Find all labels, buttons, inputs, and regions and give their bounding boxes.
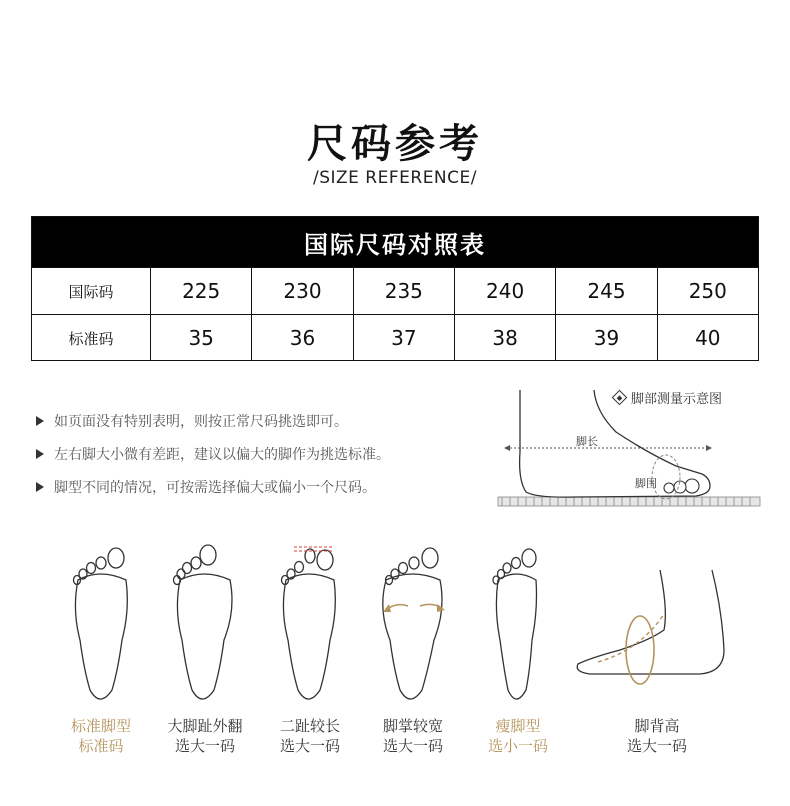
diagram-title-text: 脚部测量示意图 bbox=[631, 392, 723, 407]
table-cell: 230 bbox=[251, 268, 352, 314]
table-cell: 35 bbox=[150, 315, 251, 361]
triangle-bullet-icon bbox=[36, 482, 44, 492]
standard-foot-icon bbox=[74, 548, 128, 699]
size-table-title: 国际尺码对照表 bbox=[32, 217, 758, 267]
page-title: 尺码参考 bbox=[307, 121, 483, 167]
list-item bbox=[36, 437, 390, 470]
foot-type-caption: 脚掌较宽 选大一码 bbox=[382, 717, 443, 755]
long-second-toe-foot-icon bbox=[282, 549, 336, 699]
table-cell: 250 bbox=[657, 268, 758, 314]
table-row bbox=[32, 314, 758, 361]
diagram-title bbox=[614, 388, 722, 407]
foot-type-caption: 瘦脚型 选小一码 bbox=[487, 717, 548, 755]
triangle-bullet-icon bbox=[36, 449, 44, 459]
foot-type-caption: 大脚趾外翻 选大一码 bbox=[167, 717, 243, 755]
triangle-bullet-icon bbox=[36, 416, 44, 426]
note-text: 如页面没有特别表明，则按正常尺码挑选即可。 bbox=[54, 413, 348, 430]
note-text: 左右脚大小微有差距，建议以偏大的脚作为挑选标准。 bbox=[54, 446, 390, 463]
slim-foot-icon bbox=[493, 549, 537, 699]
foot-type-caption: 二趾较长 选大一码 bbox=[279, 717, 340, 755]
size-notes bbox=[36, 404, 390, 503]
foot-type-caption: 脚背高 选大一码 bbox=[626, 717, 687, 755]
table-cell: 38 bbox=[454, 315, 555, 361]
diamond-bullet-icon bbox=[612, 390, 628, 406]
list-item bbox=[36, 404, 390, 437]
table-cell: 225 bbox=[150, 268, 251, 314]
foot-types bbox=[0, 540, 790, 720]
wide-foot-icon bbox=[383, 548, 442, 699]
note-text: 脚型不同的情况，可按需选择偏大或偏小一个尺码。 bbox=[54, 479, 376, 496]
row-label: 标准码 bbox=[68, 329, 114, 348]
row-label: 国际码 bbox=[68, 282, 114, 301]
table-cell: 240 bbox=[454, 268, 555, 314]
page-subtitle: /SIZE REFERENCE/ bbox=[312, 168, 477, 188]
table-cell: 39 bbox=[555, 315, 656, 361]
table-cell: 245 bbox=[555, 268, 656, 314]
table-cell: 235 bbox=[353, 268, 454, 314]
high-instep-foot-icon bbox=[577, 570, 724, 674]
foot-type-caption: 标准脚型 标准码 bbox=[70, 717, 131, 755]
table-cell: 40 bbox=[657, 315, 758, 361]
foot-girth-label: 脚围 bbox=[635, 477, 657, 490]
foot-length-label: 脚长 bbox=[576, 435, 598, 448]
table-cell: 36 bbox=[251, 315, 352, 361]
size-table bbox=[31, 216, 759, 361]
bunion-foot-icon bbox=[174, 545, 233, 699]
list-item bbox=[36, 470, 390, 503]
table-cell: 37 bbox=[353, 315, 454, 361]
table-row bbox=[32, 267, 758, 314]
